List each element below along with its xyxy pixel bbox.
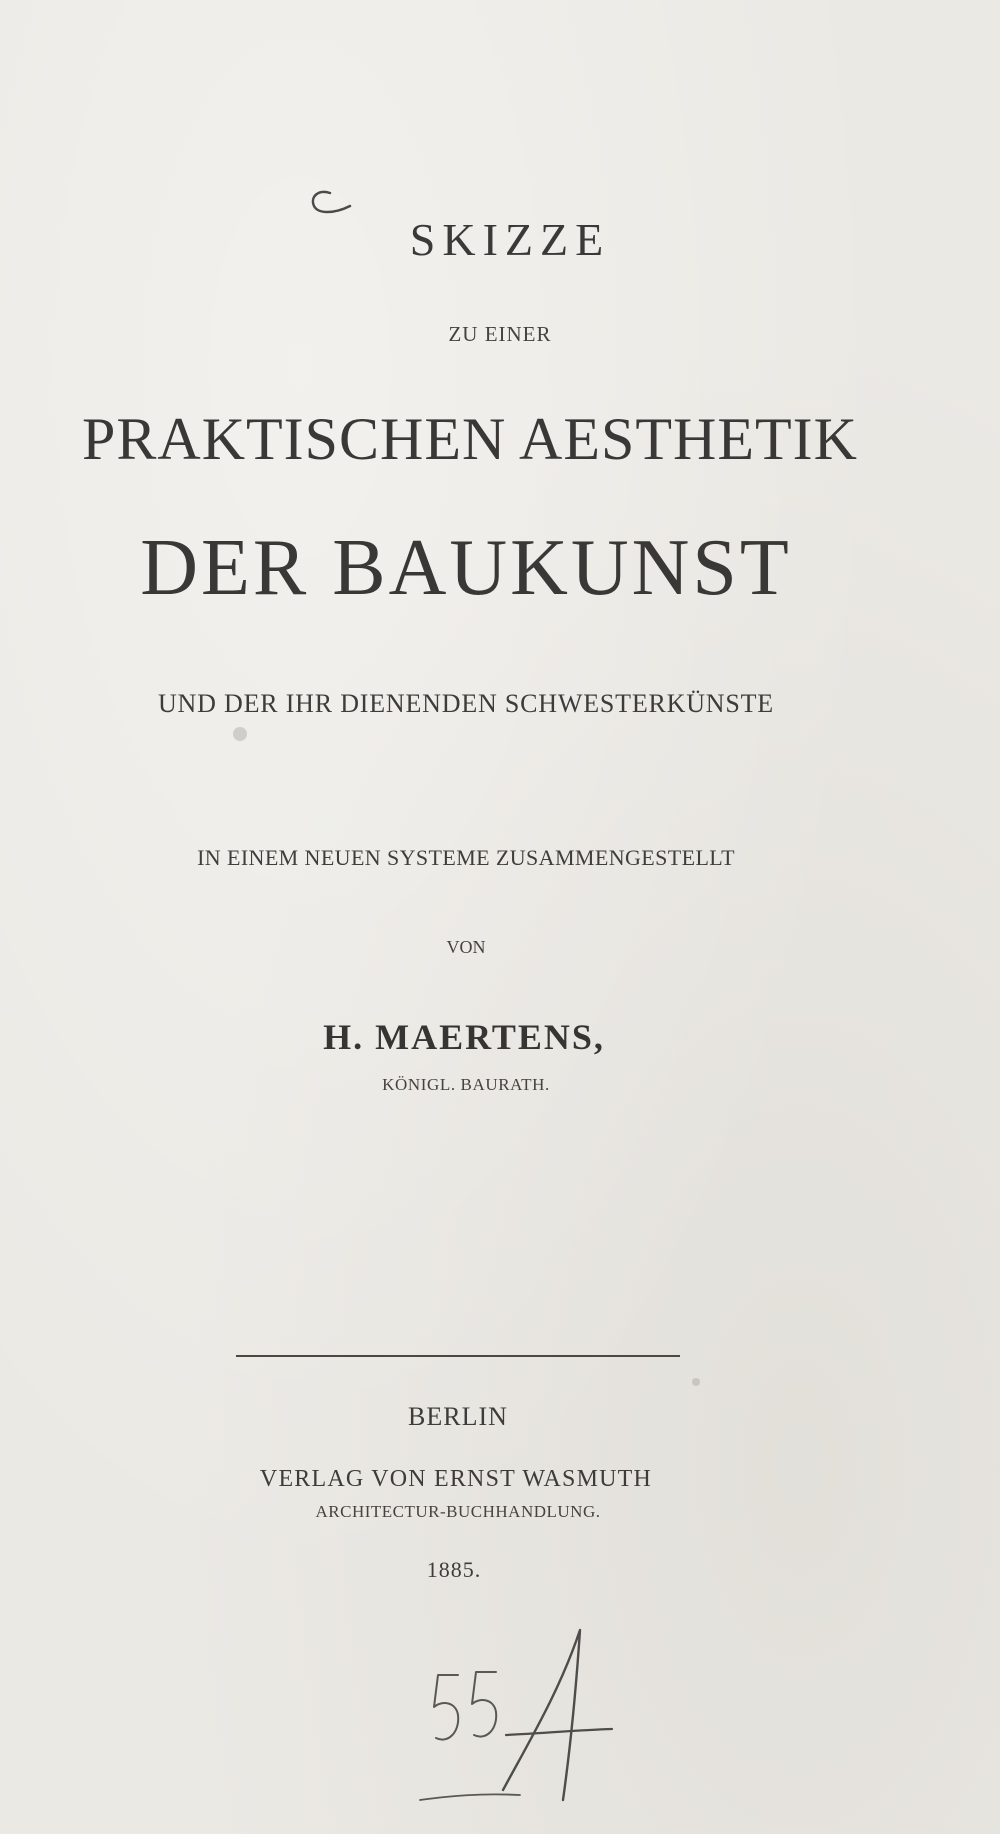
publication-year: 1885. xyxy=(426,1557,482,1582)
title-baukunst: DER BAUKUNST xyxy=(140,524,792,612)
subtitle: UND DER IHR DIENENDEN SCHWESTERKÜNSTE xyxy=(157,689,774,718)
divider-rule xyxy=(236,1355,680,1357)
by-label: VON xyxy=(446,937,486,957)
paper-stain xyxy=(692,1378,700,1386)
title-aesthetik: PRAKTISCHEN AESTHETIK xyxy=(81,406,858,472)
title-skizze: SKIZZE xyxy=(409,214,611,265)
handwritten-digit-5 xyxy=(434,1675,458,1740)
publisher-name: VERLAG VON ERNST WASMUTH xyxy=(259,1466,653,1492)
handwritten-underline xyxy=(420,1794,520,1800)
imprint-city: BERLIN xyxy=(408,1402,508,1431)
title-preposition: ZU EINER xyxy=(448,322,552,346)
paper-stain xyxy=(233,727,247,741)
handwritten-letter-a-crossbar xyxy=(506,1729,612,1735)
author-title: KÖNIGL. BAURATH. xyxy=(382,1075,550,1094)
handwritten-letter-a xyxy=(503,1630,580,1800)
handwritten-digit-5 xyxy=(472,1672,496,1737)
author-name: H. MAERTENS, xyxy=(323,1017,605,1057)
publisher-type: ARCHITECTUR-BUCHHANDLUNG. xyxy=(315,1502,601,1521)
system-line: IN EINEM NEUEN SYSTEME ZUSAMMENGESTELLT xyxy=(197,845,735,870)
handwritten-c-mark xyxy=(313,192,350,212)
